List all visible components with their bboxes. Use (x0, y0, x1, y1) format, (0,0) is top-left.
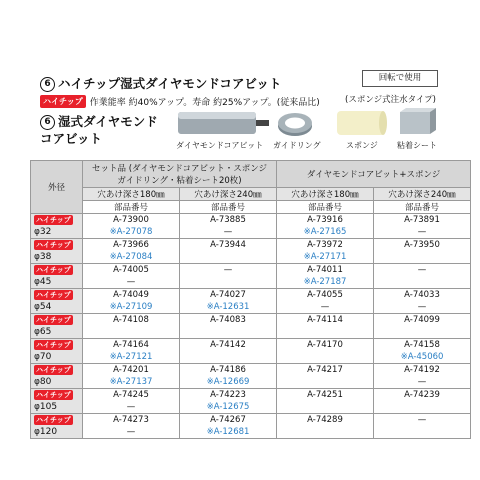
table-row (31, 289, 471, 314)
part-number-sub: ※A-12675 (206, 402, 250, 412)
hichip-badge: ハイチップ (36, 291, 71, 299)
number-badge-1: 6 (40, 77, 55, 92)
hichip-badge: ハイチップ (36, 366, 71, 374)
part-number-sub (374, 326, 470, 338)
part-number-sub: ※A-12681 (206, 427, 250, 437)
part-cell (180, 364, 277, 389)
part-cell (277, 314, 374, 339)
part-number: A-73891 (404, 215, 440, 225)
part-number-header: 部品番号 (180, 201, 277, 214)
product-label-core-bit: ダイヤモンドコアビット (176, 141, 264, 150)
hichip-badge: ハイチップ (36, 266, 71, 274)
table-depth-row (31, 188, 471, 201)
part-number-sub: ※A-27121 (109, 352, 153, 362)
size-label: φ45 (34, 277, 52, 287)
depth-180: 穴あけ深さ180㎜ (277, 188, 374, 201)
size-cell (31, 289, 83, 314)
part-number: A-74170 (307, 340, 343, 350)
part-number-sub (277, 376, 373, 388)
part-number-header: 部品番号 (277, 201, 374, 214)
part-number-sub: ※A-12669 (206, 377, 250, 387)
product-label-guide-ring: ガイドリング (273, 141, 321, 150)
part-number: A-74099 (404, 315, 440, 325)
hichip-badge: ハイチップ (36, 216, 71, 224)
spec-table (30, 160, 471, 439)
part-cell (277, 339, 374, 364)
part-cell (83, 214, 180, 239)
hichip-badge: ハイチップ (36, 341, 71, 349)
part-number: A-74192 (404, 365, 440, 375)
part-number: A-73972 (307, 240, 343, 250)
size-label: φ32 (34, 227, 52, 237)
size-cell (31, 339, 83, 364)
product-title-2: 6 湿式ダイヤモンド コアビット (40, 114, 158, 146)
part-cell (374, 239, 471, 264)
part-number-sub (277, 426, 373, 438)
part-cell (277, 389, 374, 414)
table-part-row (31, 201, 471, 214)
hichip-badge: ハイチップ (36, 416, 71, 424)
depth-240: 穴あけ深さ240㎜ (180, 188, 277, 201)
part-number: A-74114 (307, 315, 343, 325)
part-number: A-73900 (113, 215, 149, 225)
part-number: A-73966 (113, 240, 149, 250)
part-cell (374, 289, 471, 314)
part-number-sub: — (417, 227, 427, 237)
part-number: A-74251 (307, 390, 343, 400)
sponge-image (335, 108, 390, 138)
part-number-sub: — (223, 227, 233, 237)
product-title-1: 6 ハイチップ湿式ダイヤモンドコアビット (40, 74, 281, 92)
part-cell (83, 239, 180, 264)
size-cell (31, 239, 83, 264)
part-number: A-74049 (113, 290, 149, 300)
part-number: A-74055 (307, 290, 343, 300)
size-cell (31, 214, 83, 239)
part-number-header: 部品番号 (374, 201, 471, 214)
size-label: φ70 (34, 352, 52, 362)
use-mode-box: 回転で使用 (362, 70, 438, 87)
part-number: A-74289 (307, 415, 343, 425)
part-number: A-74027 (210, 290, 246, 300)
part-cell (180, 314, 277, 339)
part-number-sub: ※A-27165 (303, 227, 347, 237)
part-number-sub (374, 276, 470, 288)
part-number: A-74245 (113, 390, 149, 400)
part-number-sub: ※A-27137 (109, 377, 153, 387)
table-header-row (31, 161, 471, 188)
part-cell (180, 264, 277, 289)
performance-line: ハイチップ 作業能率 約40%アップ。寿命 約25%アップ。(従来品比) (40, 95, 320, 108)
part-number-sub: ※A-45060 (400, 352, 444, 362)
part-number-sub: ※A-27109 (109, 302, 153, 312)
part-number: — (417, 265, 427, 275)
adhesive-sheet-image (396, 108, 436, 138)
product-label-sponge: スポンジ (346, 141, 378, 150)
part-cell (277, 239, 374, 264)
part-number: A-73916 (307, 215, 343, 225)
table-row (31, 414, 471, 439)
number-badge-2: 6 (40, 115, 55, 130)
part-number: A-74083 (210, 315, 246, 325)
part-number-sub: ※A-27084 (109, 252, 153, 262)
depth-240: 穴あけ深さ240㎜ (374, 188, 471, 201)
core-bit-image (176, 108, 271, 138)
part-number-sub (277, 351, 373, 363)
table-row (31, 264, 471, 289)
size-cell (31, 264, 83, 289)
hichip-badge: ハイチップ (36, 316, 71, 324)
part-cell (180, 389, 277, 414)
part-number-sub (277, 401, 373, 413)
part-cell (83, 264, 180, 289)
part-cell (374, 389, 471, 414)
part-cell (277, 214, 374, 239)
part-cell (374, 314, 471, 339)
part-number-sub (180, 276, 276, 288)
hichip-badge: ハイチップ (40, 95, 86, 108)
part-number-sub: — (417, 302, 427, 312)
part-number-header: 部品番号 (83, 201, 180, 214)
depth-180: 穴あけ深さ180㎜ (83, 188, 180, 201)
guide-ring-image (276, 110, 314, 138)
part-number: — (417, 415, 427, 425)
part-number: A-74033 (404, 290, 440, 300)
use-mode-note: (スポンジ式注水タイプ) (345, 95, 436, 105)
size-label: φ80 (34, 377, 52, 387)
part-number: A-74142 (210, 340, 246, 350)
part-cell (374, 264, 471, 289)
hichip-badge: ハイチップ (36, 241, 71, 249)
part-cell (277, 414, 374, 439)
part-number-sub: ※A-12631 (206, 302, 250, 312)
part-number-sub: ※A-27078 (109, 227, 153, 237)
col-header-size: 外径 (31, 161, 83, 214)
part-number: A-74108 (113, 315, 149, 325)
part-number: A-74201 (113, 365, 149, 375)
part-cell (374, 364, 471, 389)
part-number-sub: — (320, 302, 330, 312)
part-number: A-73950 (404, 240, 440, 250)
part-number-sub (277, 326, 373, 338)
part-number-sub: — (417, 377, 427, 387)
part-cell (277, 264, 374, 289)
col-header-set: セット品 (ダイヤモンドコアビット・スポンジ ガイドリング・粘着シート20枚) (83, 161, 277, 188)
part-number: A-73885 (210, 215, 246, 225)
part-cell (83, 414, 180, 439)
part-number: — (223, 265, 233, 275)
table-row (31, 364, 471, 389)
part-number: A-74005 (113, 265, 149, 275)
part-cell (180, 339, 277, 364)
header-section (0, 0, 480, 158)
size-cell (31, 414, 83, 439)
size-cell (31, 314, 83, 339)
table-row (31, 389, 471, 414)
part-number-sub (374, 251, 470, 263)
part-number-sub: ※A-27171 (303, 252, 347, 262)
part-cell (83, 364, 180, 389)
part-number-sub (374, 401, 470, 413)
col-header-bit: ダイヤモンドコアビット+スポンジ (277, 161, 471, 188)
part-cell (277, 289, 374, 314)
part-number-sub (180, 326, 276, 338)
part-number: A-74011 (307, 265, 343, 275)
hichip-badge: ハイチップ (36, 391, 71, 399)
part-cell (180, 414, 277, 439)
part-cell (277, 364, 374, 389)
part-cell (374, 214, 471, 239)
size-cell (31, 364, 83, 389)
part-number: A-74273 (113, 415, 149, 425)
part-number-sub: — (126, 402, 136, 412)
part-number: A-74223 (210, 390, 246, 400)
part-number: A-74239 (404, 390, 440, 400)
part-number-sub (83, 326, 179, 338)
table-row (31, 314, 471, 339)
size-label: φ65 (34, 327, 52, 337)
part-cell (83, 389, 180, 414)
part-number-sub (180, 251, 276, 263)
part-number-sub: — (126, 427, 136, 437)
part-cell (83, 314, 180, 339)
table-row (31, 339, 471, 364)
table-row (31, 214, 471, 239)
part-cell (180, 239, 277, 264)
part-number-sub (374, 426, 470, 438)
part-number: A-74158 (404, 340, 440, 350)
size-cell (31, 389, 83, 414)
size-label: φ38 (34, 252, 52, 262)
size-label: φ105 (34, 402, 58, 412)
part-number: A-74186 (210, 365, 246, 375)
part-number-sub: — (126, 277, 136, 287)
part-number: A-74267 (210, 415, 246, 425)
part-cell (374, 339, 471, 364)
size-label: φ120 (34, 427, 58, 437)
part-number-sub (180, 351, 276, 363)
part-cell (180, 214, 277, 239)
part-number: A-74217 (307, 365, 343, 375)
part-number: A-74164 (113, 340, 149, 350)
size-label: φ54 (34, 302, 52, 312)
part-number-sub: ※A-27187 (303, 277, 347, 287)
product-label-adhesive-sheet: 粘着シート (397, 141, 437, 150)
table-row (31, 239, 471, 264)
part-cell (83, 339, 180, 364)
part-number: A-73944 (210, 240, 246, 250)
part-cell (83, 289, 180, 314)
part-cell (374, 414, 471, 439)
part-cell (180, 289, 277, 314)
